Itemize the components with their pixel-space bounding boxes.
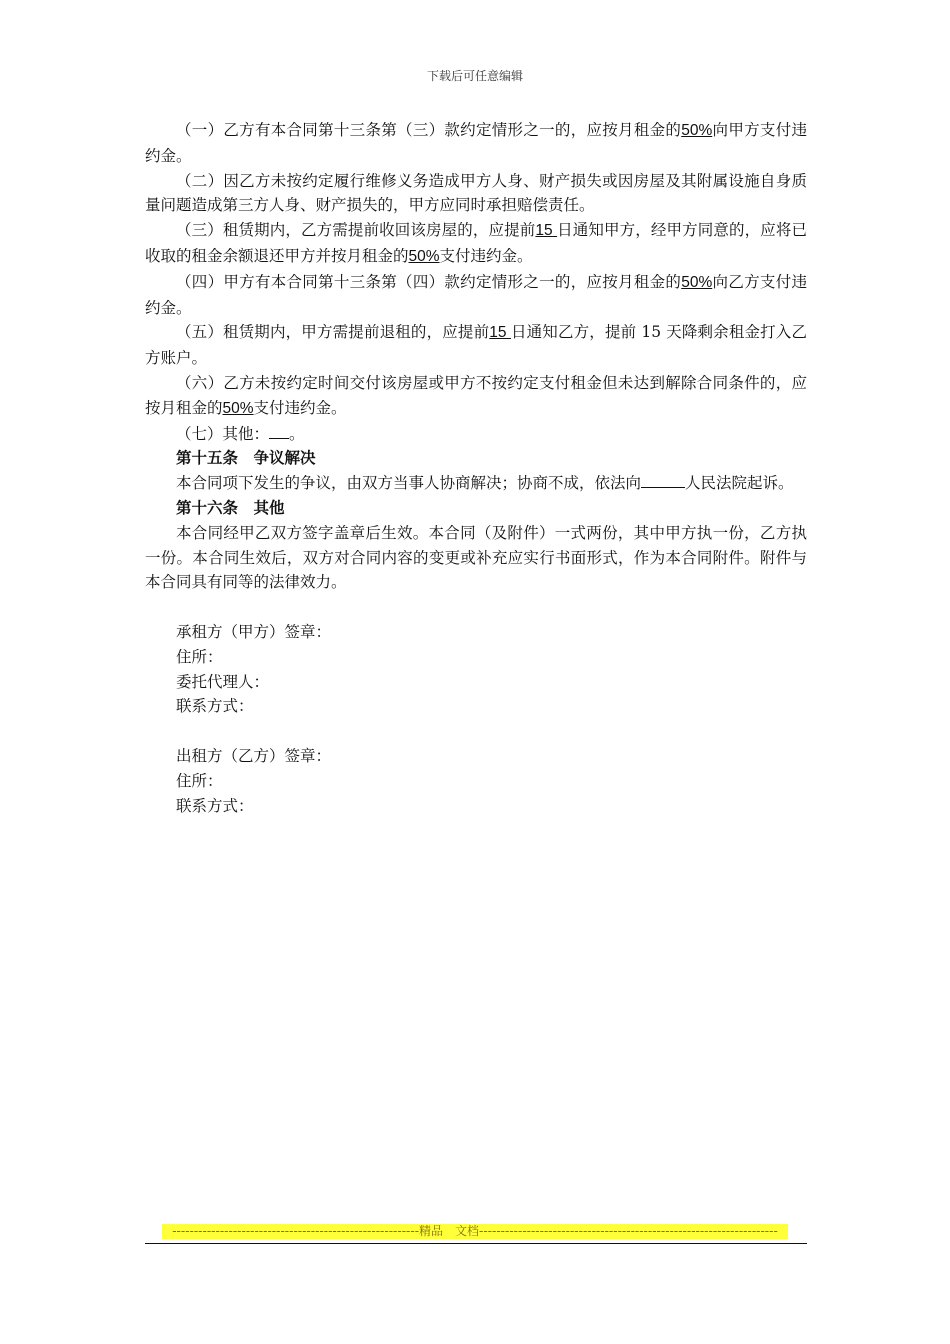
lessee-contact: 联系方式：: [176, 697, 254, 716]
lessor-address: 住所：: [176, 771, 223, 790]
spacer: [145, 719, 807, 744]
lessor-contact: 联系方式：: [176, 796, 254, 815]
clause-3: （三）租赁期内，乙方需提前收回该房屋的，应提前15 日通知甲方，经甲方同意的，应将已收取的租金余额退还甲方并按月租金的50%支付违约金。: [145, 221, 807, 265]
lessor-signature: 出租方（乙方）签章：: [176, 746, 332, 765]
lessee-agent: 委托代理人：: [176, 672, 270, 691]
spacer: [145, 595, 807, 620]
clause-6: （六）乙方未按约定时间交付该房屋或甲方不按约定支付租金但未达到解除合同条件的，应按月租金的50%支付违约金。: [145, 373, 807, 417]
clause-2: （二）因乙方未按约定履行维修义务造成甲方人身、财产损失或因房屋及其附属设施自身质量问题造成第三方人身、财产损失的，甲方应同时承担赔偿责任。: [145, 171, 807, 215]
clause-1: （一）乙方有本合同第十三条第（三）款约定情形之一的，应按月租金的50%向甲方支付违约金。: [145, 121, 807, 165]
clause-5: （五）租赁期内，甲方需提前退租的，应提前15 日通知乙方，提前 15 天降剩余租金打入乙方账户。: [145, 323, 807, 368]
article-16-heading: 第十六条 其他: [176, 498, 285, 517]
blank-line: [269, 437, 289, 439]
footer-banner: ---------------------------------------------------------精品 文档---------------------------------------------------------------------: [162, 1224, 788, 1239]
article-15-body: 本合同项下发生的争议，由双方当事人协商解决；协商不成，依法向 人民法院起诉。: [176, 474, 794, 493]
lessee-address: 住所：: [176, 647, 223, 666]
clause-4: （四）甲方有本合同第十三条第（四）款约定情形之一的，应按月租金的50%向乙方支付违约金。: [145, 272, 807, 317]
footer-rule: [145, 1243, 807, 1244]
contract-body: [145, 118, 807, 818]
blank-line: [641, 486, 685, 488]
clause-7: （七）其他： 。: [176, 424, 305, 443]
article-16-body: 本合同经甲乙双方签字盖章后生效。本合同（及附件）一式两份，其中甲方执一份，乙方执一份。本合同生效后，双方对合同内容的变更或补充应实行书面形式，作为本合同附件。附件与本合同具有同等的法律效力。: [145, 523, 807, 592]
lessee-signature: 承租方（甲方）签章：: [176, 622, 332, 641]
page-header: 下载后可任意编辑: [426, 69, 523, 83]
article-15-heading: 第十五条 争议解决: [176, 449, 316, 468]
